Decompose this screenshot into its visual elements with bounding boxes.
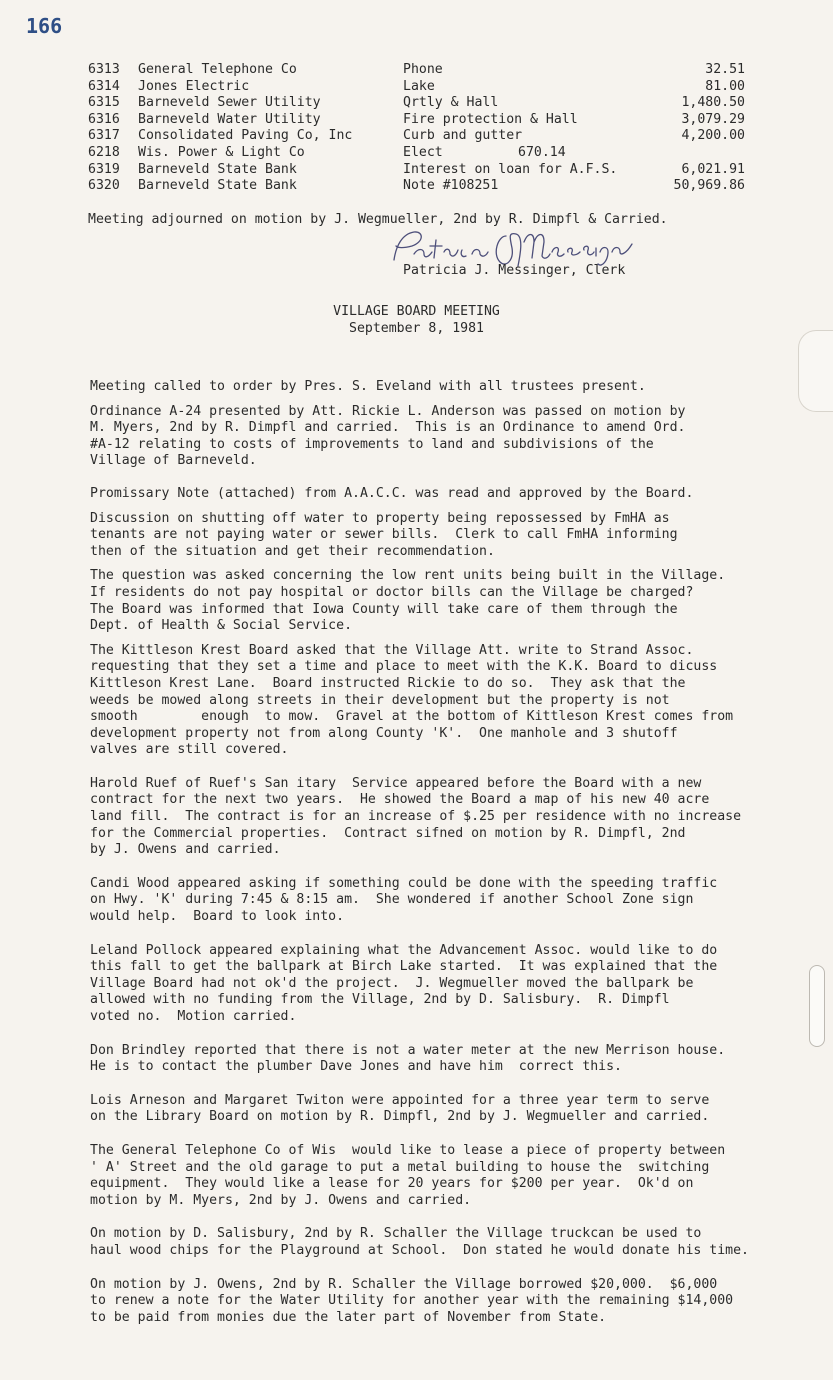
check-number: 6317	[88, 128, 120, 144]
paragraph	[90, 568, 790, 634]
text-line: to be paid from monies due the later part of November from State.	[90, 1309, 607, 1325]
text-line: would help. Board to look into.	[90, 909, 345, 925]
text-line: motion by M. Myers, 2nd by J. Owens and carried.	[90, 1192, 472, 1208]
check-number: 6319	[88, 161, 120, 177]
payee: Wis. Power & Light Co	[138, 144, 305, 160]
paragraph	[90, 1043, 790, 1076]
text-line: tenants are not paying water or sewer bills. Clerk to call FmHA informing	[90, 527, 678, 543]
text-line: Ordinance A-24 presented by Att. Rickie L. Anderson was passed on motion by	[90, 403, 686, 419]
description: Note #108251	[403, 178, 499, 194]
text-line: On motion by D. Salisbury, 2nd by R. Schaller the Village truckcan be used to	[90, 1226, 702, 1242]
text-line: then of the situation and get their recommendation.	[90, 543, 495, 559]
text-line: this fall to get the ballpark at Birch Lake started. It was explained that the	[90, 959, 718, 975]
meeting-date: September 8, 1981	[349, 320, 484, 336]
paragraph	[90, 1143, 790, 1209]
payee: Barneveld State Bank	[138, 178, 297, 194]
page-number: 166	[26, 14, 63, 38]
text-line: If residents do not pay hospital or doctor bills can the Village be charged?	[90, 584, 694, 600]
ledger-row	[88, 128, 748, 145]
ledger-row	[88, 62, 748, 79]
text-line: weeds be mowed along streets in their development but the property is not	[90, 692, 670, 708]
text-line: contract for the next two years. He showed the Board a map of his new 40 acre	[90, 792, 710, 808]
description: Elect	[403, 144, 443, 160]
text-line: The General Telephone Co of Wis would like to lease a piece of property between	[90, 1142, 726, 1158]
text-line: Leland Pollock appeared explaining what the Advancement Assoc. would like to do	[90, 942, 718, 958]
bill-ledger	[88, 62, 748, 195]
paragraph	[90, 943, 790, 1026]
payee: Barneveld Water Utility	[138, 111, 321, 127]
description: Fire protection & Hall	[403, 111, 578, 127]
description: Curb and gutter	[403, 128, 523, 144]
paragraph	[90, 876, 790, 926]
check-number: 6314	[88, 78, 120, 94]
text-line: on the Library Board on motion by R. Dimpfl, 2nd by J. Wegmueller and carried.	[90, 1109, 710, 1125]
paragraph	[90, 1093, 790, 1126]
check-number: 6316	[88, 111, 120, 127]
amount: 4,200.00	[681, 128, 745, 144]
text-line: Don Brindley reported that there is not a water meter at the new Merrison house.	[90, 1042, 726, 1058]
text-line: On motion by J. Owens, 2nd by R. Schaller the Village borrowed $20,000. $6,000	[90, 1276, 718, 1292]
paragraph	[90, 486, 790, 503]
text-line: Dept. of Health & Social Service.	[90, 618, 353, 634]
ledger-row	[88, 162, 748, 179]
text-line: M. Myers, 2nd by R. Dimpfl and carried. This is an Ordinance to amend Ord.	[90, 420, 686, 436]
text-line: The Board was informed that Iowa County will take care of them through the	[90, 601, 678, 617]
text-line: Village Board had not ok'd the project. J. Wegmueller moved the ballpark be	[90, 975, 694, 991]
amount: 3,079.29	[681, 111, 745, 127]
text-line: equipment. They would like a lease for 20 years for $200 per year. Ok'd on	[90, 1176, 694, 1192]
text-line: for the Commercial properties. Contract sifned on motion by R. Dimpfl, 2nd	[90, 825, 686, 841]
clerk-signature-line: Patricia J. Messinger, Clerk	[403, 263, 626, 278]
text-line: Lois Arneson and Margaret Twiton were appointed for a three year term to serve	[90, 1092, 710, 1108]
amount: 81.00	[705, 78, 745, 94]
adjournment-note: Meeting adjourned on motion by J. Wegmueller, 2nd by R. Dimpfl & Carried.	[88, 212, 668, 227]
text-line: He is to contact the plumber Dave Jones and have him correct this.	[90, 1059, 622, 1075]
text-line: Harold Ruef of Ruef's San itary Service appeared before the Board with a new	[90, 775, 702, 791]
payee: Consolidated Paving Co, Inc	[138, 128, 353, 144]
text-line: valves are still covered.	[90, 742, 289, 758]
payee: Jones Electric	[138, 78, 250, 94]
payee: General Telephone Co	[138, 62, 297, 77]
paper-clip-mark	[798, 330, 833, 412]
amount: 32.51	[705, 62, 745, 77]
text-line: Promissary Note (attached) from A.A.C.C. was read and approved by the Board.	[90, 485, 694, 501]
ledger-row	[88, 178, 748, 195]
description: Qrtly & Hall	[403, 95, 499, 111]
description: Lake	[403, 78, 435, 94]
text-line: to renew a note for the Water Utility for another year with the remaining $14,000	[90, 1293, 734, 1309]
ledger-row	[88, 95, 748, 112]
text-line: by J. Owens and carried.	[90, 842, 281, 858]
minutes-body	[90, 379, 790, 1326]
amount: 50,969.86	[673, 178, 745, 194]
check-number: 6313	[88, 62, 120, 77]
text-line: The question was asked concerning the low rent units being built in the Village.	[90, 568, 726, 584]
amount: 1,480.50	[681, 95, 745, 111]
text-line: on Hwy. 'K' during 7:45 & 8:15 am. She wondered if another School Zone sign	[90, 892, 694, 908]
text-line: development property not from along County 'K'. One manhole and 3 shutoff	[90, 725, 678, 741]
text-line: Candi Wood appeared asking if something could be done with the speeding traffic	[90, 875, 718, 891]
text-line: land fill. The contract is for an increase of $.25 per residence with no increase	[90, 809, 742, 825]
payee: Barneveld State Bank	[138, 161, 297, 177]
check-number: 6320	[88, 178, 120, 194]
text-line: Meeting called to order by Pres. S. Eveland with all trustees present.	[90, 379, 646, 394]
ledger-row	[88, 79, 748, 96]
meeting-header	[250, 304, 583, 337]
text-line: voted no. Motion carried.	[90, 1009, 297, 1024]
check-number: 6315	[88, 95, 120, 111]
text-line: ' A' Street and the old garage to put a metal building to house the switching	[90, 1159, 710, 1175]
text-line: Kittleson Krest Lane. Board instructed Rickie to do so. They ask that the	[90, 675, 686, 691]
paragraph	[90, 511, 790, 561]
text-line: The Kittleson Krest Board asked that the Village Att. write to Strand Assoc.	[90, 642, 694, 658]
description: Phone	[403, 62, 443, 77]
text-line: Village of Barneveld.	[90, 453, 257, 469]
paragraph	[90, 1277, 790, 1327]
text-line: haul wood chips for the Playground at School. Don stated he would donate his time.	[90, 1242, 749, 1258]
payee: Barneveld Sewer Utility	[138, 95, 321, 111]
paragraph	[90, 404, 790, 470]
meeting-title: VILLAGE BOARD MEETING	[333, 304, 500, 319]
paper-clip-mark-lower	[809, 965, 825, 1047]
amount-inline: 670.14	[518, 144, 566, 160]
text-line: smooth enough to mow. Gravel at the bottom of Kittleson Krest comes from	[90, 709, 734, 725]
text-line: allowed with no funding from the Village, 2nd by D. Salisbury. R. Dimpfl	[90, 992, 670, 1008]
paragraph	[90, 776, 790, 859]
paragraph	[90, 1226, 790, 1259]
text-line: #A-12 relating to costs of improvements to land and subdivisions of the	[90, 436, 654, 452]
check-number: 6218	[88, 144, 120, 160]
paragraph	[90, 643, 790, 759]
ledger-row	[88, 112, 748, 129]
text-line: Discussion on shutting off water to property being repossessed by FmHA as	[90, 510, 670, 526]
paragraph	[90, 379, 790, 396]
ledger-row	[88, 145, 748, 162]
amount: 6,021.91	[681, 161, 745, 177]
text-line: requesting that they set a time and place to meet with the K.K. Board to dicuss	[90, 659, 718, 675]
description: Interest on loan for A.F.S.	[403, 161, 618, 177]
